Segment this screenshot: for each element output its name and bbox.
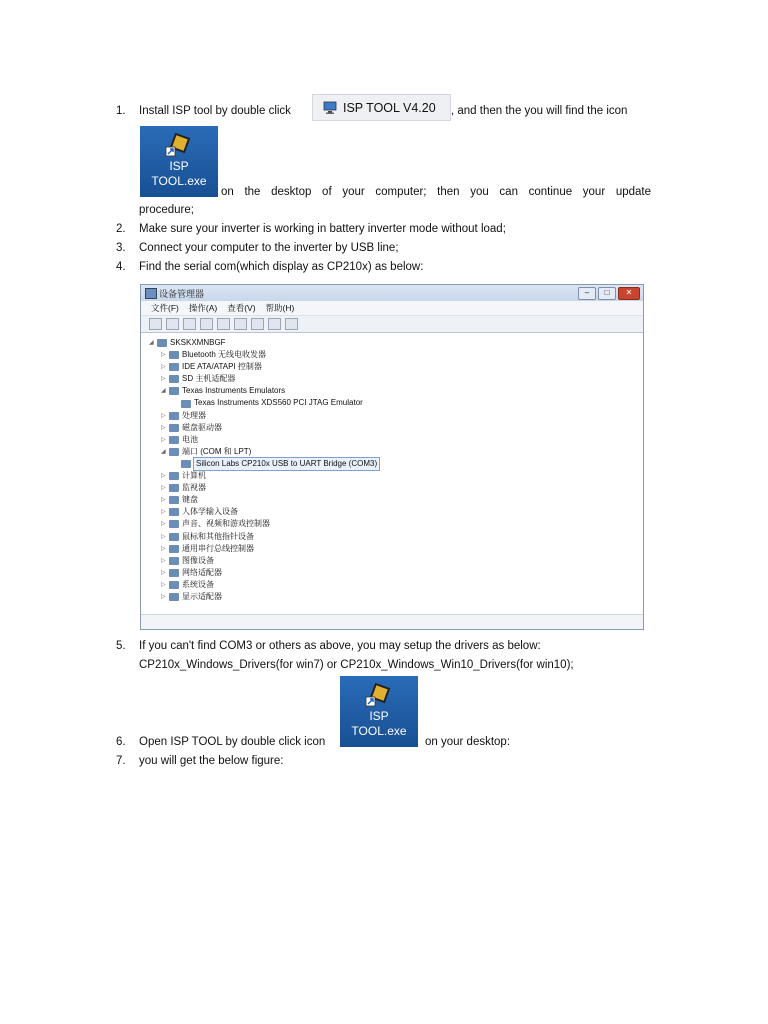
tree-item-label: Silicon Labs CP210x USB to UART Bridge (COM3) (194, 458, 379, 470)
step-5-text-2: CP210x_Windows_Drivers(for win7) or CP210x_Windows_Win10_Drivers(for win10); (139, 659, 574, 671)
step-3-text: Connect your computer to the inverter by USB line; (139, 242, 399, 254)
tree-item[interactable] (149, 337, 643, 349)
step-7-number: 7. (116, 755, 126, 767)
tree-item[interactable] (149, 410, 643, 422)
tree-item[interactable] (149, 385, 643, 397)
expand-toggle-icon[interactable]: ▷ (161, 352, 166, 359)
menu-help[interactable]: 帮助(H) (265, 303, 295, 313)
expand-toggle-icon[interactable]: ▷ (161, 497, 166, 504)
tree-item-label: IDE ATA/ATAPI 控制器 (182, 362, 262, 372)
device-icon (169, 593, 179, 601)
menu-file[interactable]: 文件(F) (151, 303, 179, 313)
tree-item[interactable] (149, 579, 643, 591)
tree-item-label: Texas Instruments Emulators (182, 386, 286, 396)
device-icon (169, 569, 179, 577)
expand-toggle-icon[interactable]: ▷ (161, 593, 166, 600)
maximize-button[interactable]: □ (598, 287, 616, 300)
expand-toggle-icon[interactable]: ◢ (149, 340, 154, 346)
tree-item[interactable] (149, 543, 643, 555)
device-manager-window (140, 284, 644, 630)
grid-icon[interactable] (234, 318, 247, 330)
device-icon (181, 400, 191, 408)
properties-icon[interactable] (183, 318, 196, 330)
tree-item[interactable] (149, 397, 643, 409)
device-icon (169, 557, 179, 565)
help-icon[interactable] (217, 318, 230, 330)
step-1-continuation-2: procedure; (139, 204, 194, 216)
tree-item[interactable] (149, 555, 643, 567)
disable-icon[interactable] (285, 318, 298, 330)
expand-toggle-icon[interactable]: ▷ (161, 485, 166, 492)
step-1-text: Install ISP tool by double click (139, 105, 291, 117)
device-icon (181, 460, 191, 468)
tree-item[interactable] (149, 446, 643, 458)
tree-item-label: 网络适配器 (182, 567, 222, 577)
expand-toggle-icon[interactable]: ▷ (161, 581, 166, 588)
device-icon (169, 484, 179, 492)
tree-item-label: 通用串行总线控制器 (182, 543, 254, 553)
device-manager-icon (145, 288, 157, 299)
device-tree (141, 333, 643, 603)
scan-icon[interactable] (251, 318, 264, 330)
tree-item[interactable] (149, 482, 643, 494)
tree-item-label: 端口 (COM 和 LPT) (182, 446, 252, 456)
tree-item-label: 鼠标和其他指针设备 (182, 531, 254, 541)
step-6-text: Open ISP TOOL by double click icon (139, 736, 326, 748)
chip-icon (164, 129, 194, 159)
icon-label-line2: TOOL.exe (351, 724, 407, 738)
expand-toggle-icon[interactable]: ▷ (161, 424, 166, 431)
back-icon[interactable] (149, 318, 162, 330)
horizontal-scrollbar[interactable] (141, 614, 643, 629)
icon-label-line2: TOOL.exe (151, 174, 207, 188)
isp-tool-desktop-icon[interactable] (140, 126, 218, 197)
minimize-button[interactable]: – (578, 287, 596, 300)
tree-item-label: Bluetooth 无线电收发器 (182, 350, 267, 360)
tree-item[interactable] (149, 591, 643, 603)
isp-tool-button-label: ISP TOOL V4.20 (343, 100, 436, 115)
tree-item-label: 显示适配器 (182, 591, 222, 601)
window-title: 设备管理器 (159, 288, 205, 299)
tree-item[interactable] (149, 567, 643, 579)
tree-item[interactable] (149, 373, 643, 385)
tree-item[interactable] (149, 518, 643, 530)
expand-toggle-icon[interactable]: ▷ (161, 569, 166, 576)
expand-toggle-icon[interactable]: ◢ (161, 448, 166, 455)
step-6-number: 6. (116, 736, 126, 748)
expand-toggle-icon[interactable]: ▷ (161, 473, 166, 480)
isp-tool-button[interactable] (312, 94, 451, 121)
device-icon (169, 496, 179, 504)
tree-item-label: 声音、视频和游戏控制器 (182, 519, 270, 529)
device-icon (169, 508, 179, 516)
device-icon (157, 339, 167, 347)
tree-item-label: SKSKXMNBGF (170, 338, 226, 347)
forward-icon[interactable] (166, 318, 179, 330)
tree-item[interactable] (149, 422, 643, 434)
tree-item-label: 系统设备 (182, 579, 214, 589)
expand-toggle-icon[interactable]: ▷ (161, 364, 166, 371)
step-5-number: 5. (116, 640, 126, 652)
close-button[interactable]: ✕ (618, 287, 640, 300)
tree-item-label: 图像设备 (182, 555, 214, 565)
expand-toggle-icon[interactable]: ▷ (161, 521, 166, 528)
tree-item-label: SD 主机适配器 (182, 374, 236, 384)
tree-item-label: 处理器 (182, 410, 206, 420)
tree-item-label: 计算机 (182, 471, 206, 481)
tree-item[interactable] (149, 349, 643, 361)
device-icon (169, 581, 179, 589)
tree-item-label: 磁盘驱动器 (182, 422, 222, 432)
device-icon (169, 436, 179, 444)
device-icon (169, 545, 179, 553)
device-icon (169, 387, 179, 395)
icon-label-line1: ISP (169, 159, 189, 173)
menu-action[interactable]: 操作(A) (188, 303, 218, 313)
device-icon (169, 424, 179, 432)
update-driver-icon[interactable] (268, 318, 281, 330)
expand-toggle-icon[interactable]: ◢ (161, 388, 166, 395)
tree-item-label: 监视器 (182, 483, 206, 493)
window-titlebar (141, 285, 643, 301)
expand-toggle-icon[interactable]: ▷ (161, 376, 166, 383)
icon-label-line1: ISP (369, 709, 389, 723)
tree-item[interactable] (149, 506, 643, 518)
tree-item[interactable] (149, 458, 643, 470)
tree-item[interactable] (149, 434, 643, 446)
device-icon (169, 351, 179, 359)
step-1-text-after: , and then the you will find the icon (451, 105, 628, 117)
step-4-number: 4. (116, 261, 126, 273)
expand-toggle-icon[interactable]: ▷ (161, 509, 166, 516)
tree-item-label: 键盘 (182, 495, 198, 505)
monitor-icon (323, 101, 337, 115)
device-icon (169, 412, 179, 420)
tree-item-label: 电池 (182, 434, 198, 444)
menu-view[interactable]: 查看(V) (227, 303, 256, 313)
expand-toggle-icon[interactable]: ▷ (161, 545, 166, 552)
step-7-text: you will get the below figure: (139, 755, 284, 767)
tree-item[interactable] (149, 470, 643, 482)
step-6-text-after: on your desktop: (425, 736, 511, 748)
isp-tool-desktop-icon-2[interactable] (340, 676, 418, 747)
step-4-text: Find the serial com(which display as CP210x) as below: (139, 261, 424, 273)
tree-item[interactable] (149, 494, 643, 506)
device-icon (169, 520, 179, 528)
device-icon (169, 533, 179, 541)
expand-toggle-icon[interactable]: ▷ (161, 557, 166, 564)
step-3-number: 3. (116, 242, 126, 254)
toolbar (141, 316, 643, 333)
tree-item[interactable] (149, 361, 643, 373)
step-2-number: 2. (116, 223, 126, 235)
menu-bar (141, 301, 643, 316)
device-icon (169, 375, 179, 383)
device-icon (169, 448, 179, 456)
expand-toggle-icon[interactable]: ▷ (161, 533, 166, 540)
tree-item-label: Texas Instruments XDS560 PCI JTAG Emulator (194, 398, 363, 408)
expand-toggle-icon[interactable]: ▷ (161, 412, 166, 419)
device-icon (169, 472, 179, 480)
device-icon (169, 363, 179, 371)
tree-item[interactable] (149, 531, 643, 543)
step-1-continuation: on the desktop of your computer; then you can continue your update (221, 186, 651, 198)
step-5-text: If you can't find COM3 or others as above, you may setup the drivers as below: (139, 640, 541, 652)
step-2-text: Make sure your inverter is working in battery inverter mode without load; (139, 223, 506, 235)
step-1-number: 1. (116, 105, 126, 117)
chip-icon (364, 679, 394, 709)
tree-item-label: 人体学输入设备 (182, 507, 238, 517)
list-icon[interactable] (200, 318, 213, 330)
expand-toggle-icon[interactable]: ▷ (161, 436, 166, 443)
